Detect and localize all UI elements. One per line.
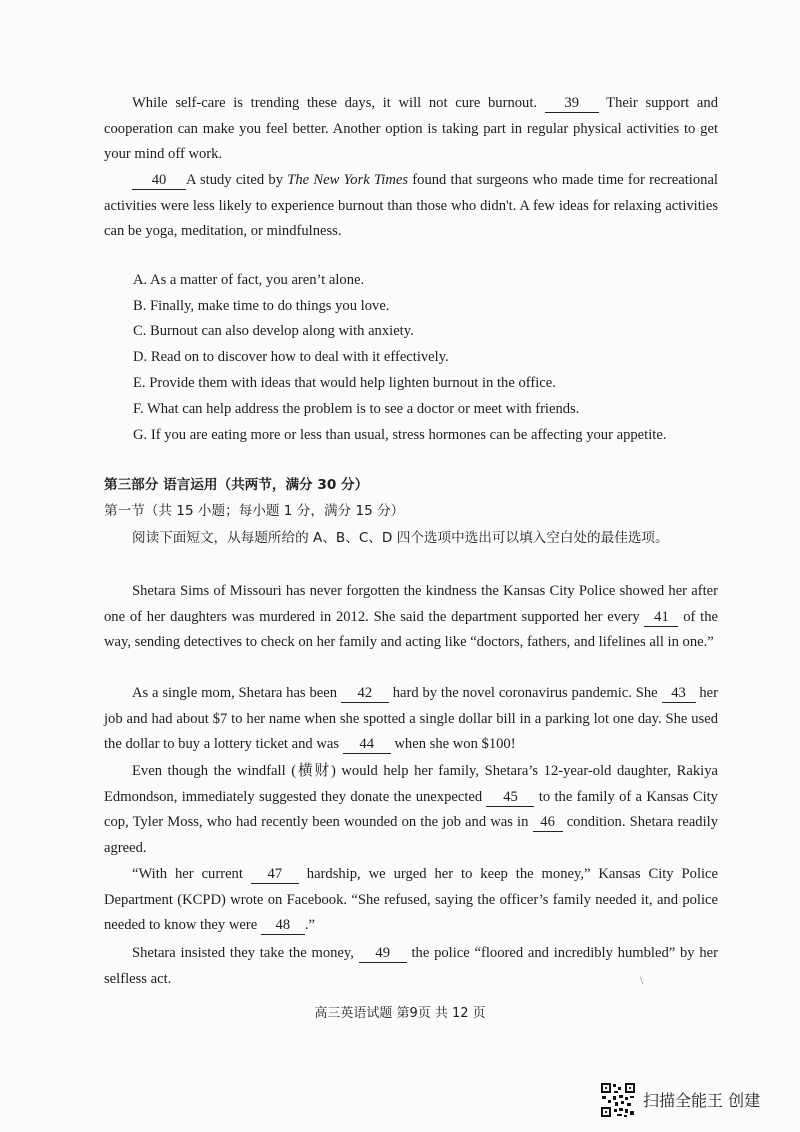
option-f: F. What can help address the problem is to see a doctor or meet with friends. — [133, 401, 580, 417]
scan-speck: \ — [640, 975, 644, 987]
blank-39: 39 — [545, 95, 599, 113]
blank-47: 47 — [251, 866, 299, 884]
section-heading: 第三部分 语言运用（共两节，满分 30 分） — [104, 477, 369, 493]
blank-41: 41 — [644, 609, 678, 627]
story-paragraph-2: As a single mom, Shetara has been 42 hard by the novel coronavirus pandemic. She 43 her job and had about $7 to her name when she spotted a single dollar bill in a parking lot one day. She used the dollar to buy a lottery ticket and was 44 when she won $100! — [104, 685, 718, 753]
page-footer: 高三英语试题 第9页 共 12 页 — [314, 1006, 486, 1021]
option-a: A. As a matter of fact, you aren’t alone. — [133, 272, 365, 288]
option-e: E. Provide them with ideas that would help lighten burnout in the office. — [133, 375, 556, 391]
blank-43: 43 — [662, 685, 696, 703]
blank-49: 49 — [359, 945, 407, 963]
section-instruction: 阅读下面短文，从每题所给的 A、B、C、D 四个选项中选出可以填入空白处的最佳选项。 — [132, 530, 669, 546]
option-g: G. If you are eating more or less than usual, stress hormones can be affecting your appetite. — [133, 427, 667, 443]
blank-40: 40 — [132, 172, 186, 190]
option-d: D. Read on to discover how to deal with it effectively. — [133, 349, 449, 365]
story-paragraph-1: Shetara Sims of Missouri has never forgotten the kindness the Kansas City Police showed her after one of her daughters was murdered in 2012. She said the department supported her every 41 of the way, sending detectives to check on her family and acting like “doctors, fathers, and lifelines all in one.” — [104, 583, 718, 651]
option-b: B. Finally, make time to do things you love. — [133, 298, 390, 314]
story-paragraph-5: Shetara insisted they take the money, 49 the police “floored and incredibly humbled” by her selfless act. — [104, 945, 718, 987]
blank-44: 44 — [343, 736, 391, 754]
option-c: C. Burnout can also develop along with anxiety. — [133, 323, 414, 339]
qr-code-icon — [600, 1082, 636, 1118]
source-title: The New York Times — [287, 172, 409, 188]
blank-45: 45 — [486, 789, 534, 807]
story-paragraph-3: Even though the windfall (横财) would help her family, Shetara’s 12-year-old daughter, Rakiya Edmondson, immediately suggested they donate the unexpected 45 to the family of a Kansas City cop, Tyler Moss, who had recently been wounded on the job and was in 46 condition. Shetara readily agreed. — [104, 763, 719, 856]
blank-46: 46 — [533, 814, 563, 832]
blank-48: 48 — [261, 917, 305, 935]
story-paragraph-4: “With her current 47 hardship, we urged her to keep the money,” Kansas City Police Department (KCPD) wrote on Facebook. “She refused, saying the officer’s family needed it, and police needed to know they were 48 .” — [104, 866, 719, 934]
blank-42: 42 — [341, 685, 389, 703]
scanner-watermark: 扫描全能王 创建 — [643, 1091, 761, 1110]
paragraph-39: While self-care is trending these days, it will not cure burnout. 39 Their support and cooperation can make you feel better. Another option is taking part in regular physical activities to get your mind off work. — [104, 95, 718, 163]
paragraph-40: 40 A study cited by The New York Times found that surgeons who made time for recreational activities were less likely to experience burnout than those who didn't. A few ideas for relaxing activities can be yoga, meditation, or mindfulness. — [104, 172, 718, 240]
section-subheading: 第一节（共 15 小题；每小题 1 分，满分 15 分） — [104, 503, 405, 519]
